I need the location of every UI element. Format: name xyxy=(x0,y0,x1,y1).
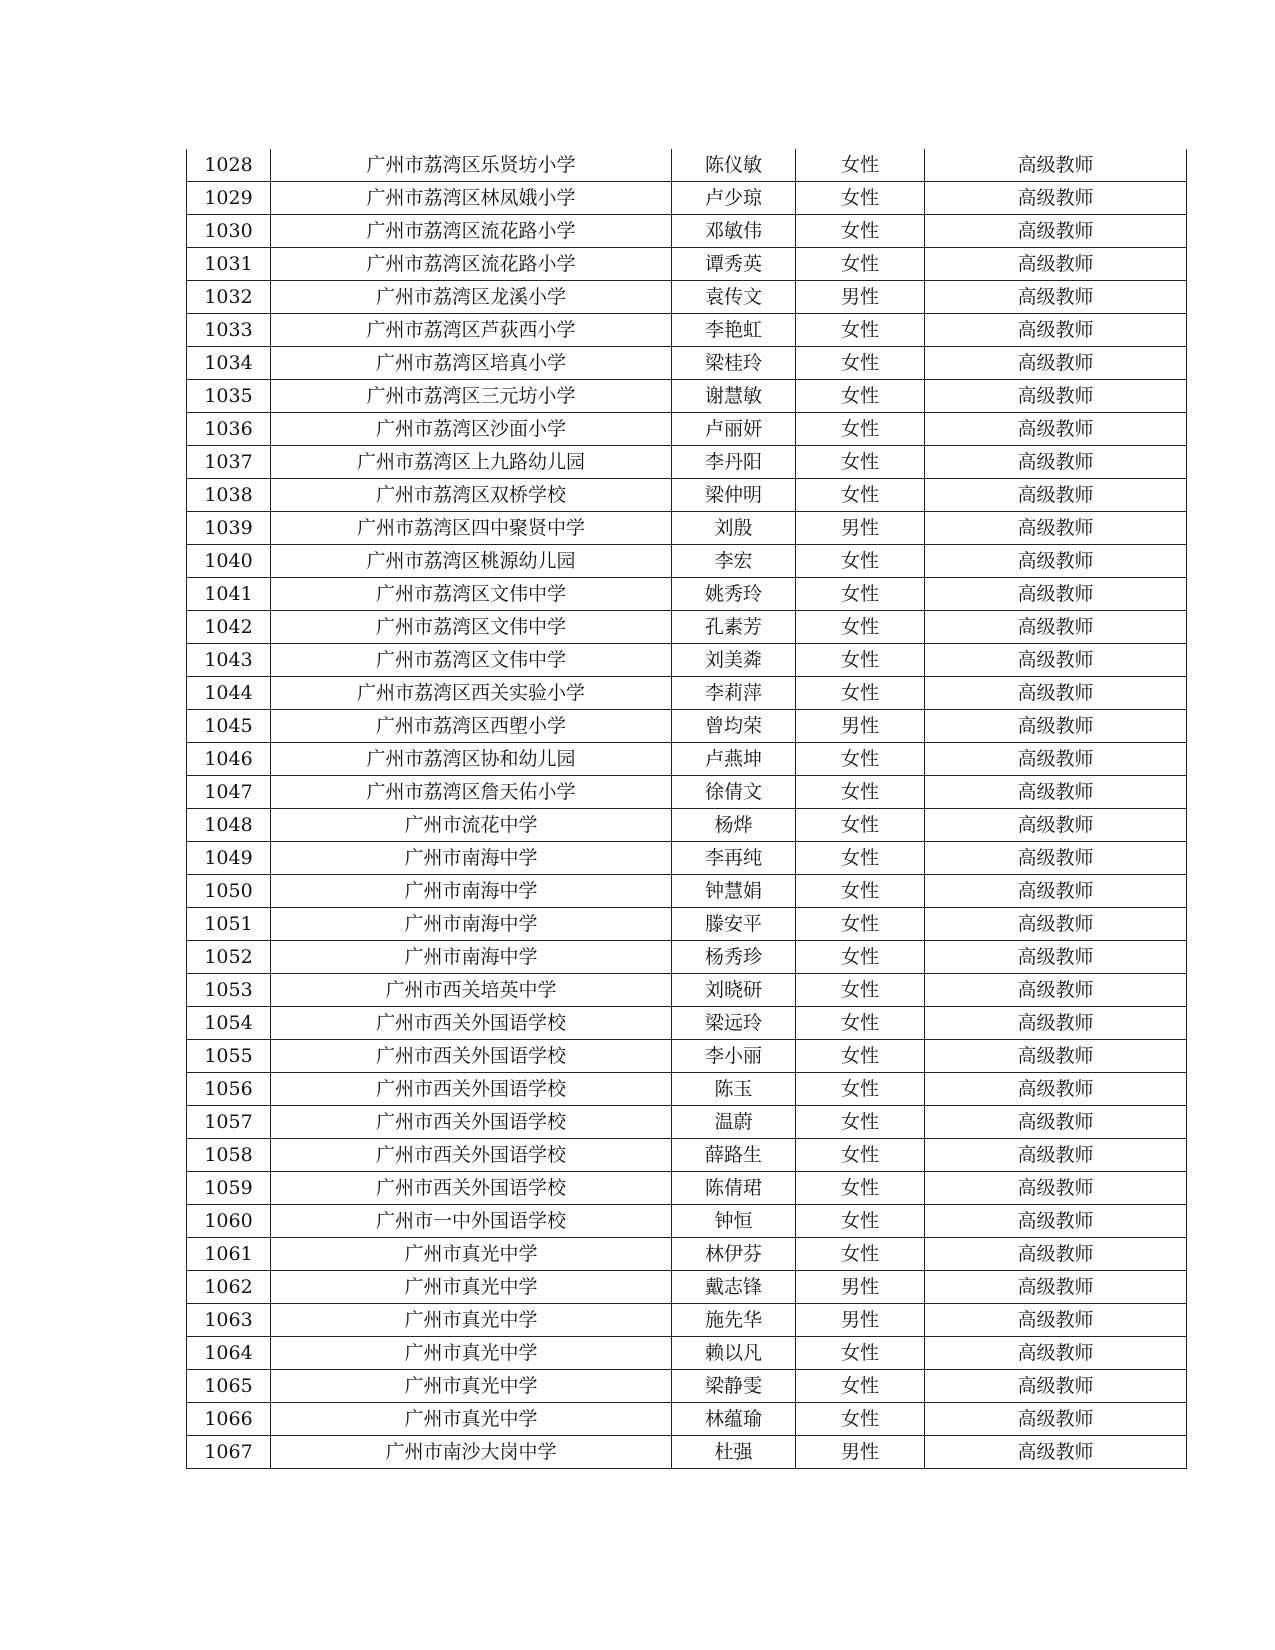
school-cell: 广州市荔湾区林凤娥小学 xyxy=(271,182,672,215)
professional-title-cell: 高级教师 xyxy=(925,908,1187,941)
table-row xyxy=(187,512,1187,545)
gender-cell: 女性 xyxy=(796,809,925,842)
school-cell: 广州市西关外国语学校 xyxy=(271,1073,672,1106)
school-cell: 广州市荔湾区双桥学校 xyxy=(271,479,672,512)
serial-number-cell: 1060 xyxy=(187,1205,271,1238)
table-row xyxy=(187,875,1187,908)
serial-number-cell: 1050 xyxy=(187,875,271,908)
roster-body xyxy=(187,149,1187,1469)
school-cell: 广州市荔湾区协和幼儿园 xyxy=(271,743,672,776)
table-row xyxy=(187,1139,1187,1172)
school-cell: 广州市西关培英中学 xyxy=(271,974,672,1007)
school-cell: 广州市西关外国语学校 xyxy=(271,1106,672,1139)
teacher-name-cell: 薛路生 xyxy=(672,1139,796,1172)
school-cell: 广州市荔湾区沙面小学 xyxy=(271,413,672,446)
gender-cell: 女性 xyxy=(796,743,925,776)
serial-number-cell: 1064 xyxy=(187,1337,271,1370)
professional-title-cell: 高级教师 xyxy=(925,611,1187,644)
teacher-name-cell: 邓敏伟 xyxy=(672,215,796,248)
serial-number-cell: 1059 xyxy=(187,1172,271,1205)
school-cell: 广州市真光中学 xyxy=(271,1271,672,1304)
table-row xyxy=(187,644,1187,677)
serial-number-cell: 1061 xyxy=(187,1238,271,1271)
serial-number-cell: 1037 xyxy=(187,446,271,479)
table-row xyxy=(187,1436,1187,1469)
school-cell: 广州市真光中学 xyxy=(271,1337,672,1370)
teacher-name-cell: 施先华 xyxy=(672,1304,796,1337)
professional-title-cell: 高级教师 xyxy=(925,1040,1187,1073)
school-cell: 广州市南海中学 xyxy=(271,875,672,908)
teacher-name-cell: 孔素芳 xyxy=(672,611,796,644)
teacher-name-cell: 陈仪敏 xyxy=(672,149,796,182)
school-cell: 广州市荔湾区文伟中学 xyxy=(271,644,672,677)
gender-cell: 男性 xyxy=(796,281,925,314)
school-cell: 广州市南海中学 xyxy=(271,908,672,941)
table-row xyxy=(187,710,1187,743)
table-row xyxy=(187,1304,1187,1337)
school-cell: 广州市真光中学 xyxy=(271,1238,672,1271)
teacher-name-cell: 李再纯 xyxy=(672,842,796,875)
school-cell: 广州市西关外国语学校 xyxy=(271,1007,672,1040)
serial-number-cell: 1044 xyxy=(187,677,271,710)
professional-title-cell: 高级教师 xyxy=(925,1007,1187,1040)
school-cell: 广州市真光中学 xyxy=(271,1403,672,1436)
school-cell: 广州市荔湾区培真小学 xyxy=(271,347,672,380)
gender-cell: 女性 xyxy=(796,1370,925,1403)
professional-title-cell: 高级教师 xyxy=(925,1370,1187,1403)
table-row xyxy=(187,1172,1187,1205)
professional-title-cell: 高级教师 xyxy=(925,512,1187,545)
professional-title-cell: 高级教师 xyxy=(925,809,1187,842)
gender-cell: 女性 xyxy=(796,1238,925,1271)
serial-number-cell: 1066 xyxy=(187,1403,271,1436)
teacher-name-cell: 李艳虹 xyxy=(672,314,796,347)
table-row xyxy=(187,545,1187,578)
teacher-name-cell: 陈玉 xyxy=(672,1073,796,1106)
gender-cell: 女性 xyxy=(796,545,925,578)
teacher-name-cell: 梁远玲 xyxy=(672,1007,796,1040)
table-row xyxy=(187,941,1187,974)
professional-title-cell: 高级教师 xyxy=(925,545,1187,578)
gender-cell: 女性 xyxy=(796,1403,925,1436)
professional-title-cell: 高级教师 xyxy=(925,1073,1187,1106)
serial-number-cell: 1048 xyxy=(187,809,271,842)
professional-title-cell: 高级教师 xyxy=(925,941,1187,974)
professional-title-cell: 高级教师 xyxy=(925,380,1187,413)
gender-cell: 女性 xyxy=(796,149,925,182)
gender-cell: 女性 xyxy=(796,1007,925,1040)
gender-cell: 女性 xyxy=(796,1139,925,1172)
table-row xyxy=(187,611,1187,644)
serial-number-cell: 1039 xyxy=(187,512,271,545)
serial-number-cell: 1046 xyxy=(187,743,271,776)
professional-title-cell: 高级教师 xyxy=(925,314,1187,347)
teacher-name-cell: 杨烨 xyxy=(672,809,796,842)
table-row xyxy=(187,776,1187,809)
gender-cell: 女性 xyxy=(796,380,925,413)
gender-cell: 女性 xyxy=(796,248,925,281)
teacher-name-cell: 谢慧敏 xyxy=(672,380,796,413)
professional-title-cell: 高级教师 xyxy=(925,1172,1187,1205)
teacher-name-cell: 卢少琼 xyxy=(672,182,796,215)
professional-title-cell: 高级教师 xyxy=(925,1205,1187,1238)
school-cell: 广州市南沙大岗中学 xyxy=(271,1436,672,1469)
gender-cell: 女性 xyxy=(796,1337,925,1370)
professional-title-cell: 高级教师 xyxy=(925,149,1187,182)
table-row xyxy=(187,446,1187,479)
teacher-name-cell: 卢燕坤 xyxy=(672,743,796,776)
gender-cell: 女性 xyxy=(796,941,925,974)
teacher-name-cell: 姚秀玲 xyxy=(672,578,796,611)
teacher-name-cell: 钟恒 xyxy=(672,1205,796,1238)
teacher-name-cell: 刘美粦 xyxy=(672,644,796,677)
table-row xyxy=(187,248,1187,281)
gender-cell: 女性 xyxy=(796,347,925,380)
professional-title-cell: 高级教师 xyxy=(925,248,1187,281)
table-row xyxy=(187,281,1187,314)
professional-title-cell: 高级教师 xyxy=(925,710,1187,743)
professional-title-cell: 高级教师 xyxy=(925,1436,1187,1469)
serial-number-cell: 1040 xyxy=(187,545,271,578)
teacher-name-cell: 李宏 xyxy=(672,545,796,578)
teacher-name-cell: 陈倩珺 xyxy=(672,1172,796,1205)
gender-cell: 女性 xyxy=(796,776,925,809)
serial-number-cell: 1051 xyxy=(187,908,271,941)
professional-title-cell: 高级教师 xyxy=(925,1106,1187,1139)
gender-cell: 女性 xyxy=(796,1073,925,1106)
serial-number-cell: 1036 xyxy=(187,413,271,446)
teacher-name-cell: 刘晓研 xyxy=(672,974,796,1007)
serial-number-cell: 1054 xyxy=(187,1007,271,1040)
school-cell: 广州市荔湾区芦荻西小学 xyxy=(271,314,672,347)
serial-number-cell: 1034 xyxy=(187,347,271,380)
serial-number-cell: 1055 xyxy=(187,1040,271,1073)
serial-number-cell: 1033 xyxy=(187,314,271,347)
gender-cell: 女性 xyxy=(796,644,925,677)
professional-title-cell: 高级教师 xyxy=(925,281,1187,314)
serial-number-cell: 1045 xyxy=(187,710,271,743)
school-cell: 广州市荔湾区西关实验小学 xyxy=(271,677,672,710)
table-row xyxy=(187,677,1187,710)
table-row xyxy=(187,809,1187,842)
professional-title-cell: 高级教师 xyxy=(925,677,1187,710)
table-row xyxy=(187,842,1187,875)
serial-number-cell: 1058 xyxy=(187,1139,271,1172)
gender-cell: 女性 xyxy=(796,479,925,512)
table-row xyxy=(187,578,1187,611)
table-row xyxy=(187,1007,1187,1040)
professional-title-cell: 高级教师 xyxy=(925,182,1187,215)
gender-cell: 女性 xyxy=(796,908,925,941)
table-row xyxy=(187,1106,1187,1139)
professional-title-cell: 高级教师 xyxy=(925,974,1187,1007)
professional-title-cell: 高级教师 xyxy=(925,842,1187,875)
table-row xyxy=(187,1271,1187,1304)
table-row xyxy=(187,1337,1187,1370)
school-cell: 广州市荔湾区西塱小学 xyxy=(271,710,672,743)
professional-title-cell: 高级教师 xyxy=(925,215,1187,248)
teacher-name-cell: 徐倩文 xyxy=(672,776,796,809)
serial-number-cell: 1032 xyxy=(187,281,271,314)
table-row xyxy=(187,182,1187,215)
gender-cell: 女性 xyxy=(796,578,925,611)
teacher-name-cell: 李莉萍 xyxy=(672,677,796,710)
school-cell: 广州市南海中学 xyxy=(271,842,672,875)
professional-title-cell: 高级教师 xyxy=(925,1304,1187,1337)
table-row xyxy=(187,1205,1187,1238)
serial-number-cell: 1057 xyxy=(187,1106,271,1139)
professional-title-cell: 高级教师 xyxy=(925,413,1187,446)
gender-cell: 女性 xyxy=(796,1172,925,1205)
teacher-name-cell: 卢丽妍 xyxy=(672,413,796,446)
teacher-name-cell: 林蕴瑜 xyxy=(672,1403,796,1436)
professional-title-cell: 高级教师 xyxy=(925,479,1187,512)
school-cell: 广州市荔湾区文伟中学 xyxy=(271,578,672,611)
school-cell: 广州市西关外国语学校 xyxy=(271,1139,672,1172)
gender-cell: 女性 xyxy=(796,1106,925,1139)
teacher-roster-table xyxy=(186,149,1187,1469)
teacher-name-cell: 杨秀珍 xyxy=(672,941,796,974)
school-cell: 广州市西关外国语学校 xyxy=(271,1040,672,1073)
teacher-name-cell: 谭秀英 xyxy=(672,248,796,281)
teacher-name-cell: 滕安平 xyxy=(672,908,796,941)
school-cell: 广州市荔湾区流花路小学 xyxy=(271,248,672,281)
gender-cell: 女性 xyxy=(796,182,925,215)
gender-cell: 男性 xyxy=(796,512,925,545)
school-cell: 广州市荔湾区上九路幼儿园 xyxy=(271,446,672,479)
school-cell: 广州市西关外国语学校 xyxy=(271,1172,672,1205)
gender-cell: 男性 xyxy=(796,710,925,743)
serial-number-cell: 1041 xyxy=(187,578,271,611)
table-row xyxy=(187,1040,1187,1073)
serial-number-cell: 1030 xyxy=(187,215,271,248)
gender-cell: 女性 xyxy=(796,974,925,1007)
teacher-name-cell: 梁静雯 xyxy=(672,1370,796,1403)
serial-number-cell: 1029 xyxy=(187,182,271,215)
school-cell: 广州市荔湾区桃源幼儿园 xyxy=(271,545,672,578)
table-row xyxy=(187,215,1187,248)
school-cell: 广州市荔湾区流花路小学 xyxy=(271,215,672,248)
gender-cell: 男性 xyxy=(796,1304,925,1337)
table-row xyxy=(187,380,1187,413)
serial-number-cell: 1028 xyxy=(187,149,271,182)
professional-title-cell: 高级教师 xyxy=(925,1403,1187,1436)
school-cell: 广州市荔湾区四中聚贤中学 xyxy=(271,512,672,545)
serial-number-cell: 1047 xyxy=(187,776,271,809)
serial-number-cell: 1053 xyxy=(187,974,271,1007)
table-row xyxy=(187,908,1187,941)
serial-number-cell: 1062 xyxy=(187,1271,271,1304)
table-row xyxy=(187,479,1187,512)
teacher-name-cell: 钟慧娟 xyxy=(672,875,796,908)
table-row xyxy=(187,974,1187,1007)
table-row xyxy=(187,347,1187,380)
school-cell: 广州市真光中学 xyxy=(271,1370,672,1403)
teacher-name-cell: 袁传文 xyxy=(672,281,796,314)
professional-title-cell: 高级教师 xyxy=(925,776,1187,809)
teacher-name-cell: 李丹阳 xyxy=(672,446,796,479)
professional-title-cell: 高级教师 xyxy=(925,1139,1187,1172)
gender-cell: 女性 xyxy=(796,875,925,908)
teacher-name-cell: 梁桂玲 xyxy=(672,347,796,380)
table-row xyxy=(187,1403,1187,1436)
serial-number-cell: 1056 xyxy=(187,1073,271,1106)
gender-cell: 男性 xyxy=(796,1436,925,1469)
gender-cell: 女性 xyxy=(796,1040,925,1073)
table-row xyxy=(187,413,1187,446)
table-row xyxy=(187,1370,1187,1403)
table-row xyxy=(187,1073,1187,1106)
gender-cell: 女性 xyxy=(796,611,925,644)
serial-number-cell: 1063 xyxy=(187,1304,271,1337)
teacher-name-cell: 杜强 xyxy=(672,1436,796,1469)
teacher-name-cell: 戴志锋 xyxy=(672,1271,796,1304)
table-row xyxy=(187,314,1187,347)
teacher-name-cell: 林伊芬 xyxy=(672,1238,796,1271)
table-row xyxy=(187,149,1187,182)
teacher-name-cell: 刘殷 xyxy=(672,512,796,545)
gender-cell: 女性 xyxy=(796,677,925,710)
professional-title-cell: 高级教师 xyxy=(925,446,1187,479)
table-row xyxy=(187,743,1187,776)
school-cell: 广州市荔湾区詹天佑小学 xyxy=(271,776,672,809)
professional-title-cell: 高级教师 xyxy=(925,578,1187,611)
school-cell: 广州市荔湾区乐贤坊小学 xyxy=(271,149,672,182)
gender-cell: 男性 xyxy=(796,1271,925,1304)
serial-number-cell: 1031 xyxy=(187,248,271,281)
teacher-name-cell: 李小丽 xyxy=(672,1040,796,1073)
gender-cell: 女性 xyxy=(796,413,925,446)
professional-title-cell: 高级教师 xyxy=(925,644,1187,677)
gender-cell: 女性 xyxy=(796,842,925,875)
serial-number-cell: 1042 xyxy=(187,611,271,644)
serial-number-cell: 1067 xyxy=(187,1436,271,1469)
serial-number-cell: 1049 xyxy=(187,842,271,875)
serial-number-cell: 1043 xyxy=(187,644,271,677)
professional-title-cell: 高级教师 xyxy=(925,875,1187,908)
school-cell: 广州市荔湾区龙溪小学 xyxy=(271,281,672,314)
gender-cell: 女性 xyxy=(796,314,925,347)
professional-title-cell: 高级教师 xyxy=(925,1238,1187,1271)
table-row xyxy=(187,1238,1187,1271)
school-cell: 广州市一中外国语学校 xyxy=(271,1205,672,1238)
school-cell: 广州市真光中学 xyxy=(271,1304,672,1337)
teacher-name-cell: 温蔚 xyxy=(672,1106,796,1139)
school-cell: 广州市流花中学 xyxy=(271,809,672,842)
serial-number-cell: 1035 xyxy=(187,380,271,413)
school-cell: 广州市南海中学 xyxy=(271,941,672,974)
school-cell: 广州市荔湾区三元坊小学 xyxy=(271,380,672,413)
gender-cell: 女性 xyxy=(796,1205,925,1238)
school-cell: 广州市荔湾区文伟中学 xyxy=(271,611,672,644)
gender-cell: 女性 xyxy=(796,215,925,248)
serial-number-cell: 1052 xyxy=(187,941,271,974)
professional-title-cell: 高级教师 xyxy=(925,1271,1187,1304)
serial-number-cell: 1065 xyxy=(187,1370,271,1403)
gender-cell: 女性 xyxy=(796,446,925,479)
teacher-name-cell: 梁仲明 xyxy=(672,479,796,512)
professional-title-cell: 高级教师 xyxy=(925,347,1187,380)
teacher-name-cell: 赖以凡 xyxy=(672,1337,796,1370)
serial-number-cell: 1038 xyxy=(187,479,271,512)
professional-title-cell: 高级教师 xyxy=(925,743,1187,776)
teacher-name-cell: 曾均荣 xyxy=(672,710,796,743)
professional-title-cell: 高级教师 xyxy=(925,1337,1187,1370)
